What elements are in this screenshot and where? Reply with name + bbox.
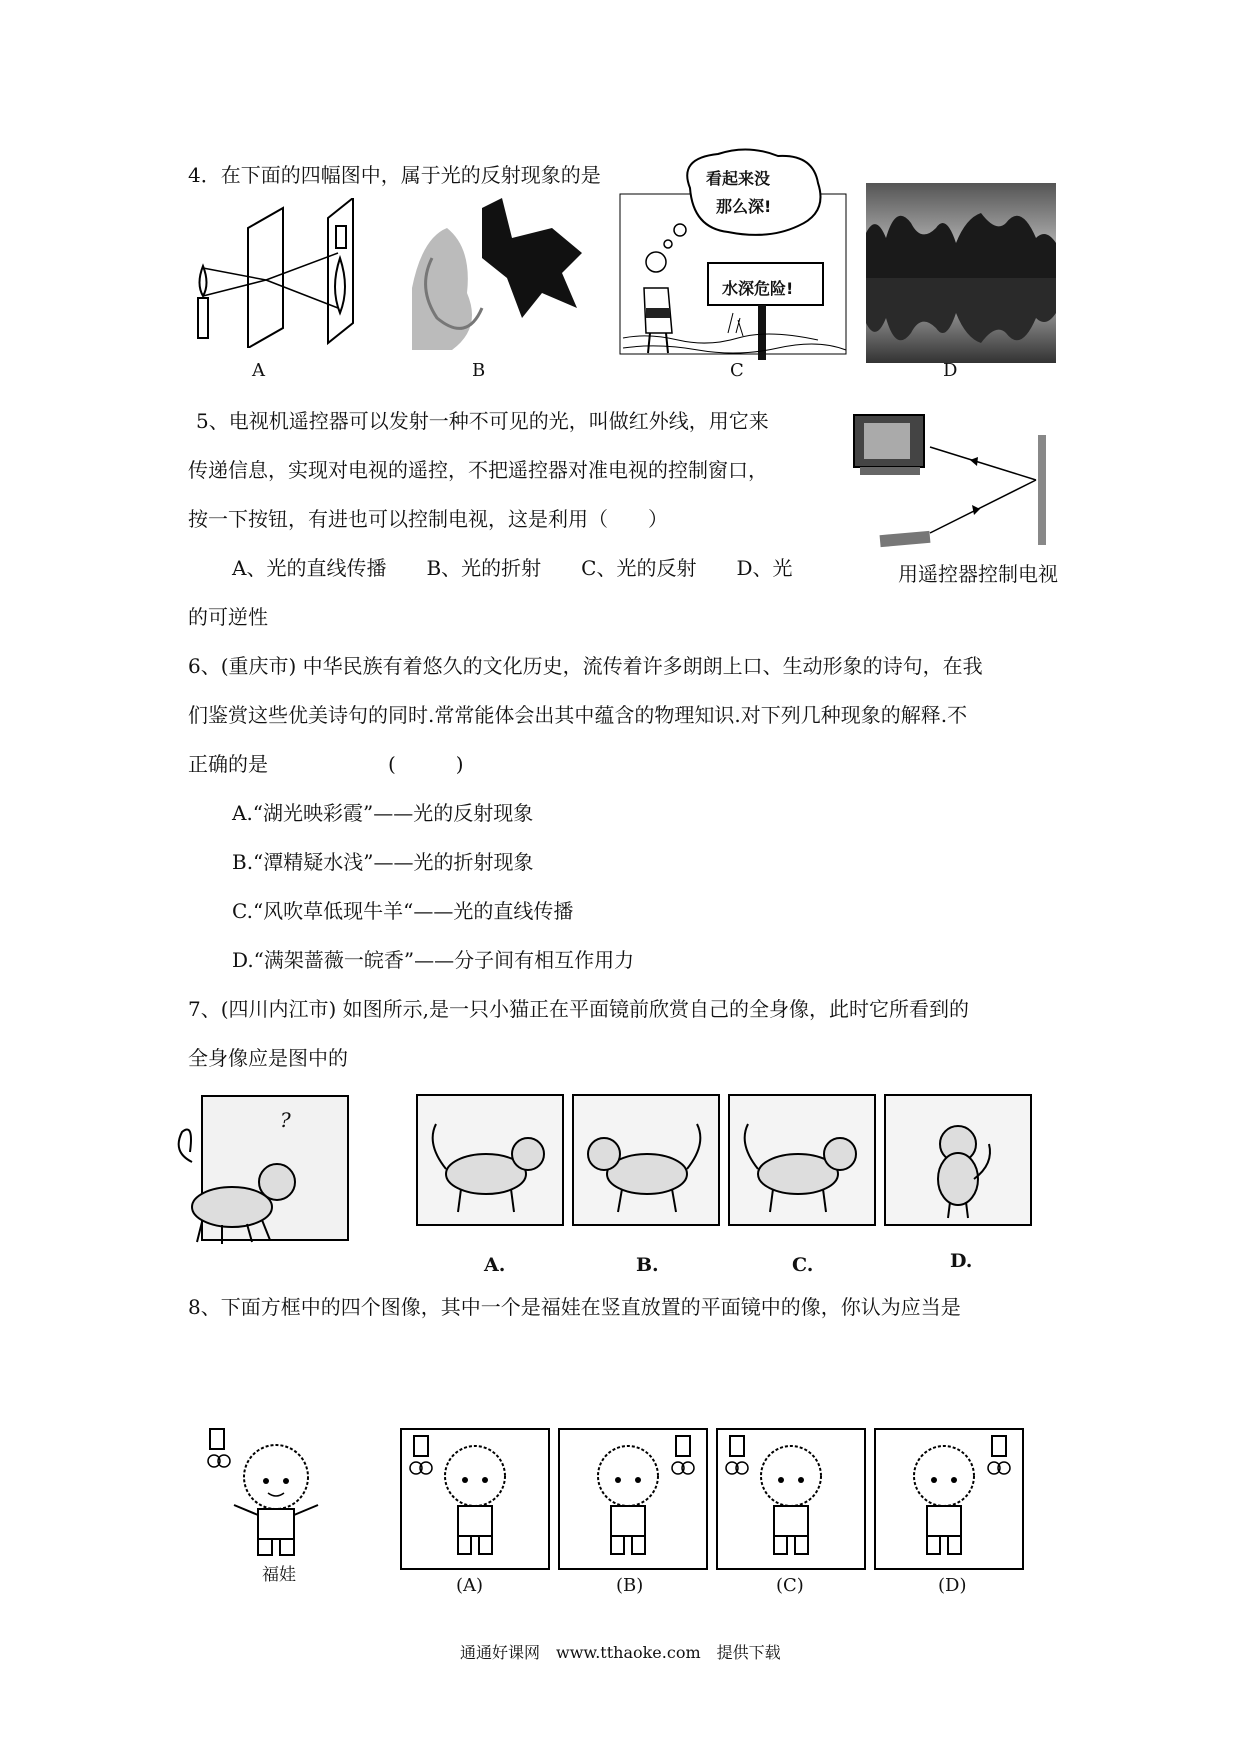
q4-figure-a-pinhole	[188, 198, 378, 348]
q4-label-b: B	[472, 360, 486, 381]
q8-option-b-image	[558, 1428, 708, 1570]
q6-line3: 正确的是	[188, 752, 268, 776]
q4-sign-text: 水深危险!	[722, 279, 794, 298]
q4-text: 4．在下面的四幅图中，属于光的反射现象的是	[188, 163, 601, 187]
q8-option-a-image	[400, 1428, 550, 1570]
q4-label-a: A	[252, 360, 265, 381]
q8-fuwa-label: 福娃	[262, 1565, 296, 1585]
q4-bubble-line1: 看起来没	[706, 169, 771, 188]
q5-line3: 按一下按钮，有进也可以控制电视，这是利用（ ）	[188, 507, 668, 531]
q7-line1: 7、(四川内江市) 如图所示,是一只小猫正在平面镜前欣赏自己的全身像，此时它所看到的	[188, 997, 970, 1021]
q6-answer-bracket: ( )	[388, 752, 464, 776]
q6-line1: 6、(重庆市) 中华民族有着悠久的文化历史，流传着许多朗朗上口、生动形象的诗句，在我	[188, 654, 983, 678]
q8-option-d-image	[874, 1428, 1024, 1570]
q4-bubble-line2: 那么深!	[716, 197, 772, 216]
q5-line1: 5、电视机遥控器可以发射一种不可见的光，叫做红外线，用它来	[196, 409, 769, 433]
q7-label-c: C.	[792, 1254, 814, 1276]
q4-label-c: C	[730, 360, 744, 381]
q5-caption: 用遥控器控制电视	[898, 562, 1058, 586]
q8-label-c: (C)	[776, 1575, 804, 1596]
q7-question-mark: ?	[280, 1108, 291, 1132]
q6-option-b: B.“潭精疑水浅”——光的折射现象	[232, 850, 534, 874]
q7-option-b-image	[572, 1094, 720, 1226]
q4-figure-d-reflection	[866, 183, 1056, 363]
q8-label-b: (B)	[616, 1575, 644, 1596]
q8-text: 8、下面方框中的四个图像，其中一个是福娃在竖直放置的平面镜中的像，你认为应当是	[188, 1295, 961, 1319]
q5-line2: 传递信息，实现对电视的遥控，不把遥控器对准电视的控制窗口，	[188, 458, 768, 482]
q7-label-a: A.	[484, 1254, 506, 1276]
q7-label-b: B.	[636, 1254, 659, 1276]
q7-label-d: D.	[950, 1250, 973, 1272]
q8-fuwa-original	[206, 1425, 346, 1570]
q5-options: A、光的直线传播 B、光的折射 C、光的反射 D、光	[232, 556, 793, 580]
q7-option-d-image	[884, 1094, 1032, 1226]
q6-option-c: C.“风吹草低现牛羊“——光的直线传播	[232, 899, 574, 923]
q7-line2: 全身像应是图中的	[188, 1046, 348, 1070]
q5-line5: 的可逆性	[188, 605, 268, 629]
footer-credit: 通通好课网 www.tthaoke.com 提供下载	[460, 1643, 781, 1662]
q4-label-d: D	[943, 360, 958, 381]
q6-option-a: A.“湖光映彩霞”——光的反射现象	[232, 801, 534, 825]
q8-label-a: (A)	[456, 1575, 484, 1596]
q7-option-a-image	[416, 1094, 564, 1226]
q6-line2: 们鉴赏这些优美诗句的同时.常常能体会出其中蕴含的物理知识.对下列几种现象的解释.不	[188, 703, 968, 727]
q8-label-d: (D)	[938, 1575, 967, 1596]
q7-cat-mirror-figure	[172, 1092, 352, 1252]
q7-option-c-image	[728, 1094, 876, 1226]
q4-figure-b-hand-shadow	[412, 198, 602, 350]
q6-option-d: D.“满架蔷薇一皖香”——分子间有相互作用力	[232, 948, 635, 972]
q8-option-c-image	[716, 1428, 866, 1570]
q5-tv-remote-figure	[850, 405, 1050, 555]
